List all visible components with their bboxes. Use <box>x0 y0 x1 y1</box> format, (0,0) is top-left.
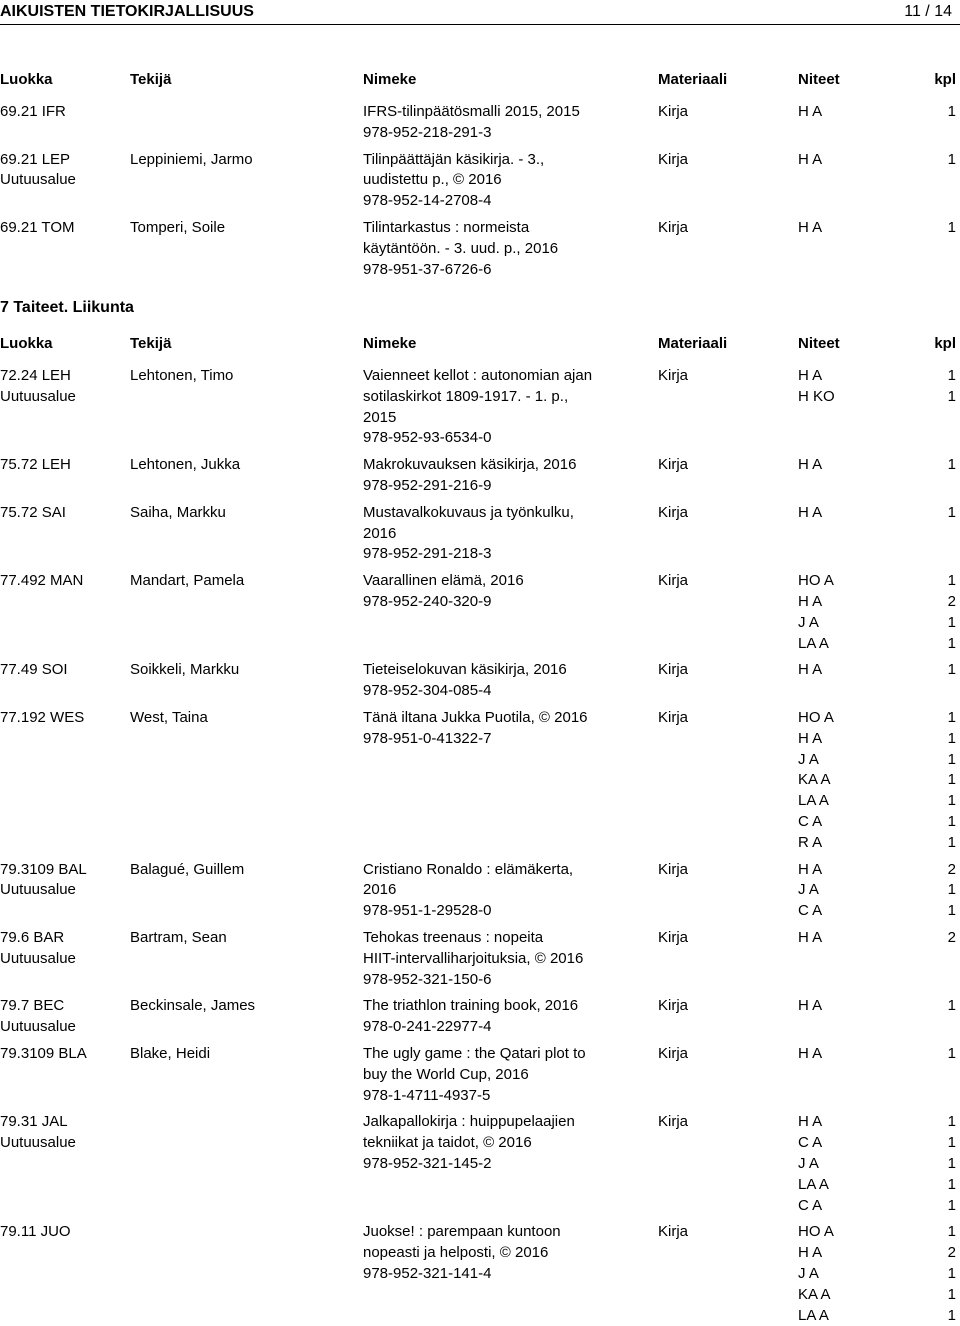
materiaali-cell <box>658 101 688 122</box>
nimeke-cell <box>363 365 653 448</box>
column-luokka: Luokka <box>0 71 53 88</box>
luokka-cell <box>0 707 84 728</box>
kpl-cell-line: 1 <box>947 456 956 474</box>
kpl-cell <box>930 149 956 170</box>
nimeke-cell-line: Makrokuvauksen käsikirja, 2016 <box>363 456 577 474</box>
niteet-cell-line: H A <box>798 503 823 521</box>
tekija-cell <box>130 995 255 1016</box>
column-tekija: Tekijä <box>130 335 172 352</box>
materiaali-cell <box>658 659 688 680</box>
kpl-cell-line: 2 <box>947 592 956 610</box>
niteet-cell <box>798 365 835 407</box>
kpl-cell-line: 1 <box>947 1175 956 1193</box>
kpl-cell-line: 2 <box>947 929 956 946</box>
kpl-cell-line: 1 <box>947 881 956 899</box>
column-luokka: Luokka <box>0 335 53 352</box>
kpl-cell <box>930 101 956 122</box>
nimeke-cell-line: Tehokas treenaus : nopeita <box>363 929 544 946</box>
niteet-cell-line: H A <box>798 150 823 168</box>
tekija-cell <box>130 659 239 680</box>
niteet-cell <box>798 149 822 170</box>
niteet-cell <box>798 927 822 948</box>
nimeke-cell-line: 978-952-291-216-9 <box>363 476 492 494</box>
nimeke-cell-line: 978-952-321-150-6 <box>363 970 492 988</box>
nimeke-cell <box>363 149 653 211</box>
luokka-cell <box>0 859 87 901</box>
tekija-cell-line: Lehtonen, Jukka <box>130 456 241 474</box>
niteet-cell-line: LA A <box>798 1175 829 1193</box>
tekija-cell <box>130 927 227 948</box>
luokka-cell <box>0 1043 87 1064</box>
luokka-cell <box>0 217 75 238</box>
luokka-cell <box>0 101 66 122</box>
materiaali-cell-line: Kirja <box>658 1223 689 1241</box>
kpl-cell-line: 2 <box>947 1244 956 1262</box>
niteet-cell-line: C A <box>798 1196 823 1214</box>
header-rule <box>0 24 960 25</box>
column-header-row <box>0 69 960 91</box>
nimeke-cell-line: Vaienneet kellot : autonomian ajan <box>363 367 593 384</box>
luokka-cell-line: Uutuusalue <box>0 949 76 967</box>
materiaali-cell <box>658 1111 688 1132</box>
luokka-cell <box>0 927 76 969</box>
materiaali-cell <box>658 1043 688 1064</box>
nimeke-cell-line: buy the World Cup, 2016 <box>363 1065 529 1083</box>
niteet-cell <box>798 502 822 523</box>
luokka-cell-line: 79.3109 BAL <box>0 860 87 878</box>
luokka-cell-line: 79.6 BAR <box>0 929 65 946</box>
column-header-row-2 <box>0 333 960 355</box>
nimeke-cell <box>363 995 653 1037</box>
kpl-cell-line: 1 <box>947 812 956 830</box>
kpl-cell-line: 1 <box>947 1264 956 1282</box>
kpl-cell-line: 1 <box>947 503 956 521</box>
luokka-cell <box>0 365 76 407</box>
luokka-cell <box>0 570 83 591</box>
materiaali-cell-line: Kirja <box>658 456 689 474</box>
niteet-cell-line: J A <box>798 881 819 899</box>
nimeke-cell-line: Tilintarkastus : normeista <box>363 219 530 236</box>
nimeke-cell-line: nopeasti ja helposti, © 2016 <box>363 1244 549 1262</box>
luokka-cell-line: 77.492 MAN <box>0 572 84 590</box>
niteet-cell-line: J A <box>798 1264 819 1282</box>
niteet-cell-line: KA A <box>798 1285 831 1303</box>
tekija-cell-line: Saiha, Markku <box>130 503 226 521</box>
nimeke-cell-line: The ugly game : the Qatari plot to <box>363 1045 586 1062</box>
nimeke-cell-line: Tilinpäättäjän käsikirja. - 3., <box>363 150 545 168</box>
column-kpl: kpl <box>934 71 956 88</box>
materiaali-cell-line: Kirja <box>658 997 689 1015</box>
column-kpl: kpl <box>934 335 956 352</box>
nimeke-cell-line: 978-952-218-291-3 <box>363 123 492 141</box>
nimeke-cell-line: 2016 <box>363 524 397 542</box>
luokka-cell <box>0 995 76 1037</box>
luokka-cell <box>0 1221 71 1242</box>
luokka-cell-line: 77.192 WES <box>0 709 85 726</box>
luokka-cell <box>0 659 68 680</box>
tekija-cell-line: Soikkeli, Markku <box>130 661 240 679</box>
nimeke-cell <box>363 454 653 496</box>
luokka-cell-line: 79.31 JAL <box>0 1113 68 1131</box>
materiaali-cell <box>658 149 688 170</box>
materiaali-cell <box>658 365 688 386</box>
kpl-cell-line: 1 <box>947 613 956 631</box>
tekija-cell-line: Leppiniemi, Jarmo <box>130 150 253 168</box>
kpl-cell <box>930 707 956 853</box>
niteet-cell-line: H A <box>798 367 823 384</box>
nimeke-cell-line: 978-952-321-145-2 <box>363 1154 492 1172</box>
niteet-cell-line: H A <box>798 1113 823 1131</box>
tekija-cell <box>130 365 233 386</box>
nimeke-cell-line: Juokse! : parempaan kuntoon <box>363 1223 561 1241</box>
kpl-cell-line: 1 <box>947 103 956 120</box>
kpl-cell <box>930 659 956 680</box>
tekija-cell <box>130 570 244 591</box>
niteet-cell-line: C A <box>798 812 823 830</box>
luokka-cell-line: Uutuusalue <box>0 171 76 189</box>
niteet-cell <box>798 101 822 122</box>
materiaali-cell <box>658 995 688 1016</box>
niteet-cell <box>798 570 834 653</box>
luokka-cell-line: Uutuusalue <box>0 387 76 405</box>
luokka-cell-line: 69.21 TOM <box>0 219 75 236</box>
kpl-cell-line: 1 <box>947 572 956 590</box>
nimeke-cell-line: sotilaskirkot 1809-1917. - 1. p., <box>363 387 569 405</box>
niteet-cell <box>798 217 822 238</box>
kpl-cell-line: 1 <box>947 833 956 851</box>
materiaali-cell <box>658 570 688 591</box>
luokka-cell <box>0 149 76 191</box>
materiaali-cell-line: Kirja <box>658 150 689 168</box>
nimeke-cell-line: 978-952-14-2708-4 <box>363 192 492 210</box>
luokka-cell-line: 77.49 SOI <box>0 661 68 679</box>
nimeke-cell-line: tekniikat ja taidot, © 2016 <box>363 1134 532 1152</box>
materiaali-cell-line: Kirja <box>658 860 689 878</box>
kpl-cell <box>930 1043 956 1064</box>
tekija-cell-line: West, Taina <box>130 709 208 726</box>
materiaali-cell-line: Kirja <box>658 572 689 590</box>
niteet-cell <box>798 995 822 1016</box>
nimeke-cell-line: 2015 <box>363 408 397 426</box>
niteet-cell <box>798 1043 822 1064</box>
nimeke-cell-line: 978-1-4711-4937-5 <box>363 1086 491 1104</box>
column-nimeke: Nimeke <box>363 335 417 352</box>
materiaali-cell-line: Kirja <box>658 1113 689 1131</box>
kpl-cell-line: 1 <box>947 1113 956 1131</box>
kpl-cell-line: 1 <box>947 902 956 920</box>
kpl-cell <box>930 927 956 948</box>
kpl-cell <box>930 217 956 238</box>
niteet-cell <box>798 1111 829 1215</box>
kpl-cell-line: 1 <box>947 729 956 747</box>
niteet-cell <box>798 659 822 680</box>
luokka-cell <box>0 1111 76 1153</box>
nimeke-cell-line: 978-951-37-6726-6 <box>363 260 492 278</box>
nimeke-cell-line: The triathlon training book, 2016 <box>363 997 579 1015</box>
kpl-cell-line: 1 <box>947 709 956 726</box>
kpl-cell-line: 1 <box>947 634 956 652</box>
tekija-cell-line: Bartram, Sean <box>130 929 227 946</box>
nimeke-cell <box>363 1111 653 1173</box>
materiaali-cell-line: Kirja <box>658 929 689 946</box>
kpl-cell-line: 1 <box>947 1045 956 1062</box>
nimeke-cell-line: 2016 <box>363 881 397 899</box>
kpl-cell-line: 1 <box>947 661 956 679</box>
tekija-cell-line: Tomperi, Soile <box>130 219 226 236</box>
niteet-cell-line: H A <box>798 997 823 1015</box>
kpl-cell-line: 1 <box>947 1154 956 1172</box>
materiaali-cell <box>658 502 688 523</box>
niteet-cell-line: LA A <box>798 1306 829 1324</box>
nimeke-cell-line: 978-952-93-6534-0 <box>363 429 492 447</box>
nimeke-cell-line: Mustavalkokuvaus ja työnkulku, <box>363 503 574 521</box>
niteet-cell-line: LA A <box>798 792 829 810</box>
kpl-cell-line: 1 <box>947 1196 956 1214</box>
luokka-cell-line: Uutuusalue <box>0 1134 76 1152</box>
nimeke-cell-line: 978-952-321-141-4 <box>363 1264 492 1282</box>
tekija-cell-line: Blake, Heidi <box>130 1045 211 1062</box>
tekija-cell <box>130 149 253 170</box>
niteet-cell-line: H A <box>798 1045 823 1062</box>
column-nimeke: Nimeke <box>363 71 417 88</box>
kpl-cell-line: 1 <box>947 367 956 384</box>
kpl-cell-line: 1 <box>947 750 956 768</box>
materiaali-cell-line: Kirja <box>658 709 689 726</box>
tekija-cell <box>130 217 225 238</box>
luokka-cell-line: 79.11 JUO <box>0 1223 71 1241</box>
nimeke-cell-line: Vaarallinen elämä, 2016 <box>363 572 524 590</box>
tekija-cell <box>130 859 244 880</box>
niteet-cell-line: C A <box>798 1134 823 1152</box>
tekija-cell-line: Balagué, Guillem <box>130 860 245 878</box>
column-niteet: Niteet <box>798 71 840 88</box>
materiaali-cell-line: Kirja <box>658 367 689 384</box>
nimeke-cell-line: Tieteiselokuvan käsikirja, 2016 <box>363 661 567 679</box>
nimeke-cell-line: Jalkapallokirja : huippupelaajien <box>363 1113 575 1131</box>
niteet-cell-line: J A <box>798 613 819 631</box>
niteet-cell-line: H A <box>798 103 823 120</box>
tekija-cell-line: Lehtonen, Timo <box>130 367 234 384</box>
nimeke-cell <box>363 927 653 989</box>
niteet-cell <box>798 454 822 475</box>
niteet-cell-line: H A <box>798 1244 823 1262</box>
kpl-cell-line: 1 <box>947 387 956 405</box>
column-tekija: Tekijä <box>130 71 172 88</box>
kpl-cell-line: 1 <box>947 1306 956 1324</box>
nimeke-cell-line: 978-0-241-22977-4 <box>363 1018 492 1036</box>
materiaali-cell <box>658 859 688 880</box>
luokka-cell-line: Uutuusalue <box>0 1018 76 1036</box>
column-materiaali: Materiaali <box>658 71 728 88</box>
niteet-cell-line: KA A <box>798 771 831 789</box>
kpl-cell-line: 1 <box>947 997 956 1015</box>
kpl-cell <box>930 1221 956 1325</box>
niteet-cell-line: H A <box>798 219 823 236</box>
luokka-cell-line: 69.21 LEP <box>0 150 71 168</box>
tekija-cell <box>130 1043 210 1064</box>
niteet-cell-line: H A <box>798 592 823 610</box>
niteet-cell-line: HO A <box>798 709 834 726</box>
luokka-cell-line: 79.7 BEC <box>0 997 65 1015</box>
luokka-cell-line: 79.3109 BLA <box>0 1045 87 1062</box>
kpl-cell <box>930 502 956 523</box>
nimeke-cell-line: Cristiano Ronaldo : elämäkerta, <box>363 860 574 878</box>
kpl-cell-line: 1 <box>947 792 956 810</box>
niteet-cell-line: HO A <box>798 1223 834 1241</box>
tekija-cell-line: Beckinsale, James <box>130 997 256 1015</box>
column-materiaali: Materiaali <box>658 335 728 352</box>
materiaali-cell <box>658 707 688 728</box>
nimeke-cell-line: 978-952-240-320-9 <box>363 592 492 610</box>
materiaali-cell-line: Kirja <box>658 219 689 236</box>
kpl-cell <box>930 454 956 475</box>
column-niteet: Niteet <box>798 335 840 352</box>
kpl-cell <box>930 570 956 653</box>
niteet-cell-line: LA A <box>798 634 829 652</box>
nimeke-cell <box>363 1221 653 1283</box>
kpl-cell-line: 1 <box>947 1285 956 1303</box>
niteet-cell-line: J A <box>798 1154 819 1172</box>
kpl-cell <box>930 1111 956 1215</box>
nimeke-cell <box>363 502 653 564</box>
niteet-cell-line: H A <box>798 929 823 946</box>
nimeke-cell <box>363 101 653 143</box>
luokka-cell-line: Uutuusalue <box>0 881 76 899</box>
kpl-cell-line: 1 <box>947 150 956 168</box>
kpl-cell-line: 1 <box>947 1134 956 1152</box>
nimeke-cell <box>363 707 653 749</box>
kpl-cell <box>930 995 956 1016</box>
luokka-cell-line: 72.24 LEH <box>0 367 71 384</box>
materiaali-cell <box>658 1221 688 1242</box>
nimeke-cell <box>363 217 653 279</box>
niteet-cell-line: H A <box>798 860 823 878</box>
niteet-cell-line: C A <box>798 902 823 920</box>
kpl-cell-line: 2 <box>947 860 956 878</box>
nimeke-cell-line: 978-952-291-218-3 <box>363 545 492 563</box>
luokka-cell-line: 75.72 SAI <box>0 503 66 521</box>
niteet-cell <box>798 707 834 853</box>
niteet-cell-line: HO A <box>798 572 834 590</box>
nimeke-cell-line: IFRS-tilinpäätösmalli 2015, 2015 <box>363 103 580 120</box>
nimeke-cell-line: 978-951-0-41322-7 <box>363 729 492 747</box>
niteet-cell-line: R A <box>798 833 823 851</box>
niteet-cell <box>798 1221 834 1325</box>
materiaali-cell-line: Kirja <box>658 103 689 120</box>
materiaali-cell-line: Kirja <box>658 1045 689 1062</box>
document-title: AIKUISTEN TIETOKIRJALLISUUS <box>0 3 254 20</box>
nimeke-cell <box>363 859 653 921</box>
kpl-cell-line: 1 <box>947 1223 956 1241</box>
materiaali-cell-line: Kirja <box>658 661 689 679</box>
kpl-cell-line: 1 <box>947 219 956 236</box>
materiaali-cell <box>658 454 688 475</box>
niteet-cell-line: J A <box>798 750 819 768</box>
nimeke-cell-line: Tänä iltana Jukka Puotila, © 2016 <box>363 709 588 726</box>
materiaali-cell <box>658 927 688 948</box>
page-number: 11 / 14 <box>904 3 952 20</box>
niteet-cell <box>798 859 822 921</box>
tekija-cell <box>130 707 208 728</box>
niteet-cell-line: H A <box>798 729 823 747</box>
tekija-cell <box>130 502 226 523</box>
nimeke-cell-line: käytäntöön. - 3. uud. p., 2016 <box>363 239 559 257</box>
luokka-cell-line: 69.21 IFR <box>0 103 66 120</box>
materiaali-cell <box>658 217 688 238</box>
materiaali-cell-line: Kirja <box>658 503 689 521</box>
luokka-cell <box>0 454 71 475</box>
nimeke-cell-line: 978-951-1-29528-0 <box>363 902 492 920</box>
page-header <box>0 0 960 22</box>
tekija-cell-line: Mandart, Pamela <box>130 572 245 590</box>
luokka-cell-line: 75.72 LEH <box>0 456 71 474</box>
kpl-cell <box>930 859 956 921</box>
niteet-cell-line: H A <box>798 456 823 474</box>
kpl-cell <box>930 365 956 407</box>
nimeke-cell-line: uudistettu p., © 2016 <box>363 171 502 189</box>
nimeke-cell <box>363 570 653 612</box>
nimeke-cell <box>363 659 653 701</box>
kpl-cell-line: 1 <box>947 771 956 789</box>
nimeke-cell-line: 978-952-304-085-4 <box>363 682 492 700</box>
section-title: 7 Taiteet. Liikunta <box>0 299 134 316</box>
nimeke-cell <box>363 1043 653 1105</box>
niteet-cell-line: H A <box>798 661 823 679</box>
luokka-cell <box>0 502 66 523</box>
nimeke-cell-line: HIIT-intervalliharjoituksia, © 2016 <box>363 949 584 967</box>
niteet-cell-line: H KO <box>798 387 835 405</box>
tekija-cell <box>130 454 240 475</box>
